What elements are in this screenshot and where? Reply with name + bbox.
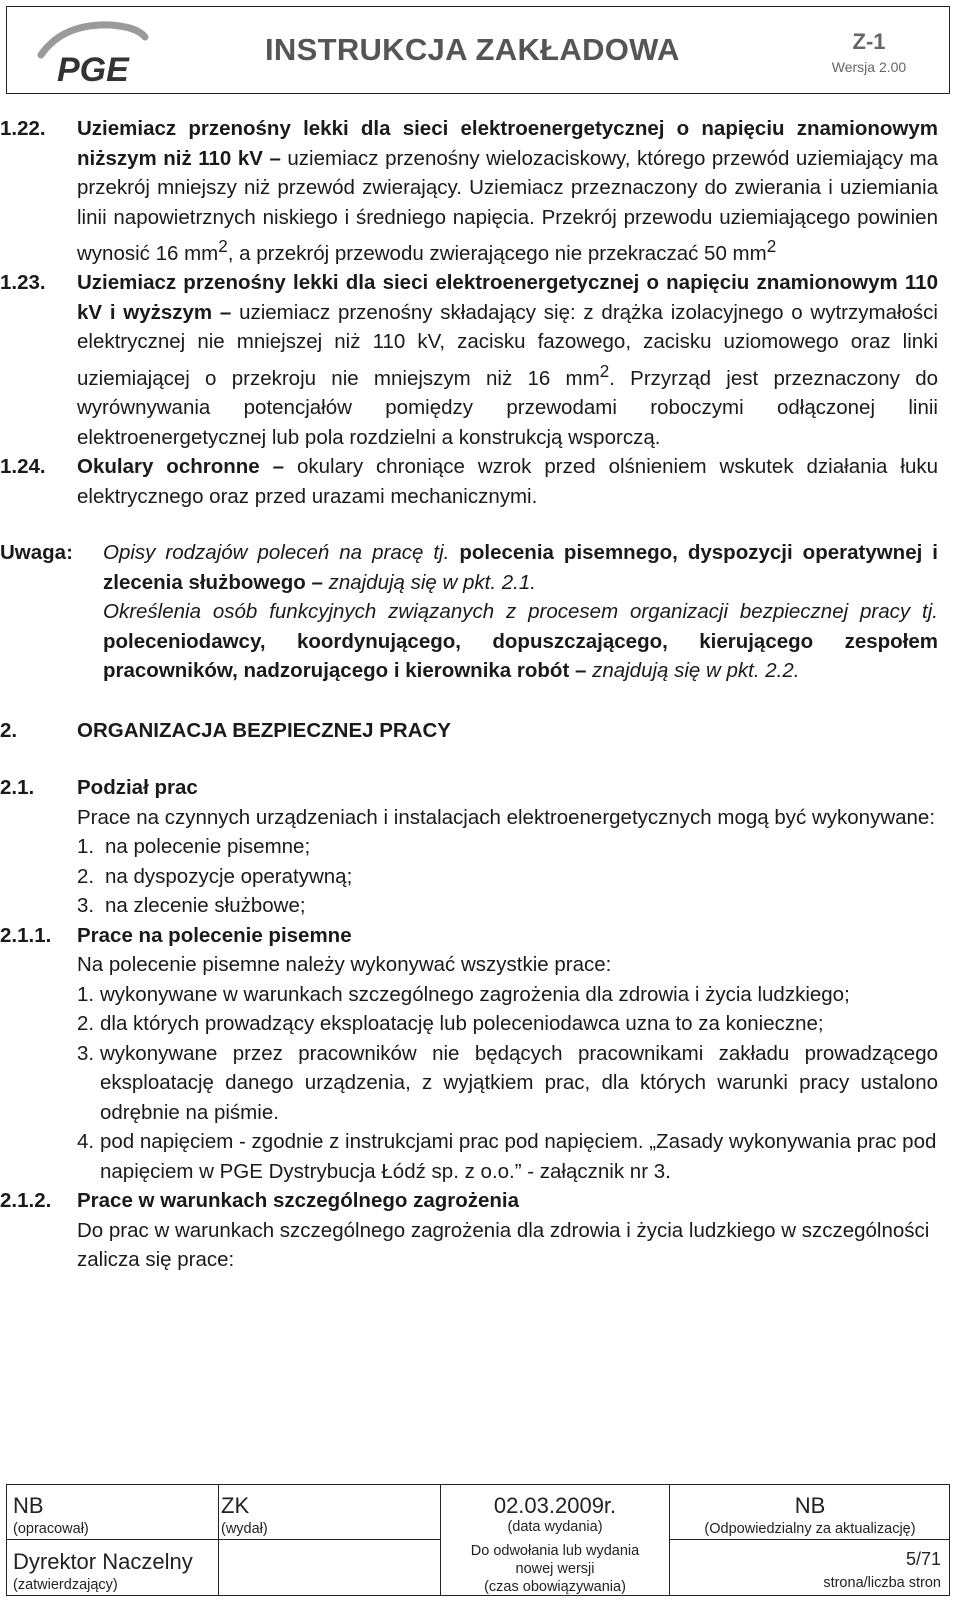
item-text: uziemiacz przenośny wielozaciskowy, którego przewód uziemiający ma przekrój mniejszy niż przewód zwierający. Uziemiacz przeznaczony do zwierania i uziemiania linii napowietrznych niskiego i średniego napięcia. Przekrój przewodu uziemiającego powinien wynosić 16 mm	[77, 146, 939, 265]
prepared-by-label: (opracował)	[13, 1521, 89, 1537]
page-number-value: 5/71	[905, 1549, 941, 1569]
list-item: 1. na polecenie pisemne;	[77, 835, 311, 859]
superscript: 2	[599, 361, 610, 381]
section-number: 2.1.2.	[0, 1189, 52, 1213]
prepared-by-value: NB	[13, 1493, 44, 1518]
issued-by-label: (wydał)	[221, 1521, 268, 1537]
pge-logo	[7, 7, 247, 93]
section-title: Prace w warunkach szczególnego zagrożenia	[77, 1189, 520, 1213]
issue-date-label: (data wydania)	[507, 1519, 603, 1535]
written-order-list	[0, 980, 960, 1187]
responsible-label: (Odpowiedzialny za aktualizację)	[704, 1521, 916, 1537]
section-number: 2.1.	[0, 776, 35, 800]
approved-by-label: (zatwierdzający)	[13, 1577, 118, 1593]
page-number-label: strona/liczba stron	[823, 1575, 941, 1591]
note-label: Uwaga:	[0, 541, 73, 565]
note-block	[0, 538, 960, 686]
list-item: 3. wykonywane przez pracowników nie będących pracownikami zakładu prowadzącego eksploatację danego urządzenia, z wyjątkiem prac, dla których warunki pracy ustalono odrębnie na piśmie.	[77, 1041, 938, 1124]
section-title: Prace na polecenie pisemne	[77, 923, 352, 947]
list-item: 2. na dyspozycje operatywną;	[77, 864, 353, 888]
superscript: 2	[218, 237, 228, 256]
document-body	[0, 114, 960, 1275]
list-item: 4. pod napięciem - zgodnie z instrukcjami prac pod napięciem. „Zasady wykonywania prac pod napięciem w PGE Dystrybucja Łódź sp. z o.o.” - załącznik nr 3.	[77, 1130, 937, 1183]
section-intro: Na polecenie pisemne należy wykonywać wszystkie prace:	[77, 953, 612, 977]
pge-logo-icon	[33, 15, 153, 87]
item-number: 1.23.	[0, 271, 46, 295]
definition-1-23	[0, 268, 960, 452]
validity-label: (czas obowiązywania)	[484, 1579, 626, 1595]
item-text-2: , a przekrój przewodu zwierającego nie przekraczać 50 mm	[227, 241, 767, 265]
section-intro: Do prac w warunkach szczególnego zagrożenia dla zdrowia i życia ludzkiego w szczególności zalicza się prace:	[77, 1218, 930, 1272]
item-text: okulary chroniące wzrok przed olśnieniem wskutek działania łuku elektrycznego oraz przed urazami mechanicznymi.	[77, 455, 939, 508]
section-heading-2-1-1	[0, 921, 960, 951]
document-footer	[6, 1484, 950, 1596]
version-box	[789, 7, 949, 93]
definition-1-22	[0, 114, 960, 268]
superscript: 2	[766, 237, 777, 256]
section-title: Podział prac	[77, 776, 198, 800]
validity-value-2: nowej wersji	[515, 1561, 595, 1577]
item-term: Okulary ochronne –	[77, 455, 285, 479]
item-term: Uziemiacz przenośny lekki dla sieci elektroenergetycznej o napięciu znamionowym niższym niż 110 kV –	[77, 117, 938, 170]
doc-version: Wersja 2.00	[831, 59, 907, 75]
document-header	[6, 6, 950, 94]
list-item: 2. dla których prowadzący eksploatację lub poleceniodawca uzna to za konieczne;	[77, 1012, 824, 1036]
note-paragraph-1: Opisy rodzajów poleceń na pracę tj. polecenia pisemnego, dyspozycji operatywnej i zlecenia służbowego – znajdują się w pkt. 2.1.	[103, 541, 938, 594]
issue-date-value: 02.03.2009r.	[493, 1493, 617, 1518]
svg-text:PGE: PGE	[57, 51, 129, 87]
item-text-2: . Przyrząd jest przeznaczony do wyrównywania potencjałów pomiędzy przewodami roboczymi odłączonej linii elektroenergetycznej lub pola rozdzielni a konstrukcją wsporczą.	[77, 366, 938, 449]
section-heading-2-1	[0, 773, 960, 803]
section-number: 2.	[0, 718, 18, 742]
section-heading-2	[0, 716, 960, 746]
validity-value-1: Do odwołania lub wydania	[470, 1543, 640, 1559]
list-item: 3. na zlecenie służbowe;	[77, 894, 306, 918]
item-text: uziemiacz przenośny składający się: z drążka izolacyjnego o wytrzymałości elektrycznej nie mniejszej niż 110 kV, zacisku fazowego, zacisku uziomowego oraz linki uziemiającej o przekroju nie mniejszym niż 16 mm	[77, 300, 938, 390]
item-number: 1.22.	[0, 117, 46, 140]
section-intro: Prace na czynnych urządzeniach i instalacjach elektroenergetycznych mogą być wykonywane:	[77, 805, 936, 829]
responsible-value: NB	[794, 1493, 826, 1518]
definition-1-24	[0, 452, 960, 511]
item-number: 1.24.	[0, 455, 46, 479]
section-number: 2.1.1.	[0, 923, 52, 947]
section-title: ORGANIZACJA BEZPIECZNEJ PRACY	[77, 718, 451, 742]
work-types-list	[0, 832, 960, 921]
approved-by-value: Dyrektor Naczelny	[13, 1549, 193, 1574]
doc-code: Z-1	[852, 29, 886, 54]
item-term: Uziemiacz przenośny lekki dla sieci elektroenergetycznej o napięciu znamionowym 110 kV i wyższym –	[77, 271, 938, 324]
document-title: INSTRUKCJA ZAKŁADOWA	[265, 32, 680, 67]
section-heading-2-1-2	[0, 1186, 960, 1216]
note-paragraph-2: Określenia osób funkcyjnych związanych z procesem organizacji bezpiecznej pracy tj. poleceniodawcy, koordynującego, dopuszczającego, kierującego zespołem pracowników, nadzorującego i kierownika robót – znajdują się w pkt. 2.2.	[103, 600, 938, 683]
list-item: 1. wykonywane w warunkach szczególnego zagrożenia dla zdrowia i życia ludzkiego;	[77, 982, 850, 1006]
issued-by-value: ZK	[221, 1493, 250, 1518]
